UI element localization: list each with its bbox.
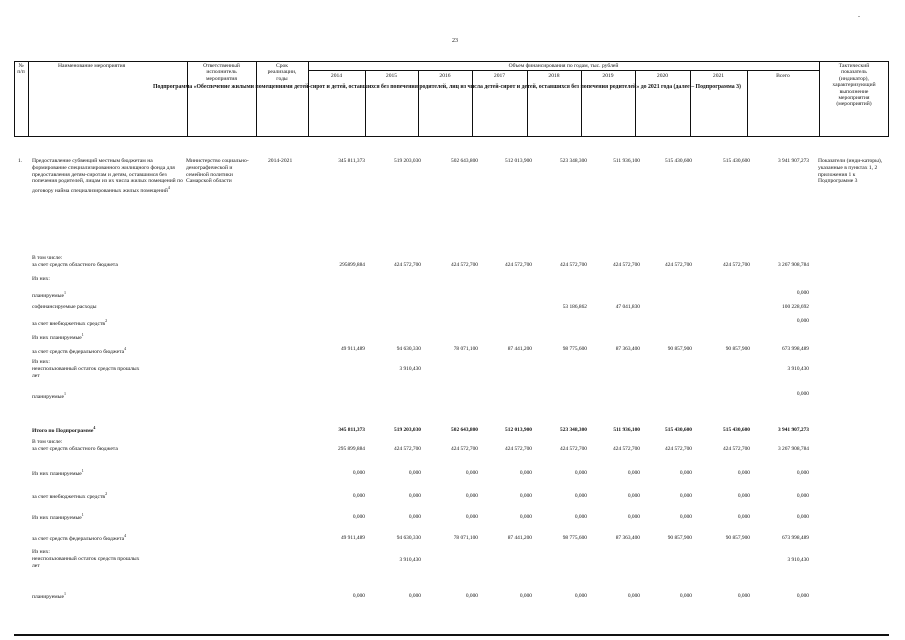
total-breakdown-row-4	[32, 533, 126, 543]
total-breakdown-row-6-value-3: 0,000	[519, 593, 532, 599]
total-breakdown-row-4-value-7: 90 857,900	[725, 535, 750, 541]
breakdown-row-3-text: софинансируемые расходы	[32, 304, 97, 310]
breakdown-row-0-text: В том числе: за счет средств областного бюджета	[32, 255, 118, 268]
total-breakdown-row-2-value-4: 0,000	[574, 493, 587, 499]
row1-value-1: 519 203,030	[394, 158, 421, 164]
total-row-value-1: 519 203,030	[394, 427, 421, 433]
total-breakdown-row-1-value-0: 0,000	[352, 470, 365, 476]
breakdown-row-7	[32, 359, 139, 379]
total-breakdown-row-2-value-7: 0,000	[737, 493, 750, 499]
row1-name	[32, 158, 184, 195]
total-breakdown-row-1	[32, 468, 84, 478]
breakdown-row-2-text: планируемые	[32, 292, 64, 299]
total-breakdown-row-2-value-1: 0,000	[408, 493, 421, 499]
breakdown-row-6-value-3: 87 441,200	[507, 346, 532, 352]
breakdown-row-4	[32, 318, 107, 328]
breakdown-row-4-value-8: 0,000	[796, 318, 809, 324]
total-breakdown-row-5-value-1: 3 910,430	[399, 557, 421, 563]
header-year-0: 2014	[330, 73, 343, 79]
total-breakdown-row-0-value-4: 424 572,700	[560, 446, 587, 452]
total-breakdown-row-2-value-3: 0,000	[519, 493, 532, 499]
header-year-6: 2020	[656, 73, 669, 79]
breakdown-row-2-value-8: 0,000	[796, 290, 809, 296]
total-breakdown-row-0-value-5: 424 572,700	[613, 446, 640, 452]
year-divider	[747, 70, 748, 137]
total-breakdown-row-3-value-8: 0,000	[796, 514, 809, 520]
breakdown-row-6-value-5: 87 363,400	[615, 346, 640, 352]
breakdown-row-6-value-7: 90 857,900	[725, 346, 750, 352]
total-breakdown-row-6-value-8: 0,000	[796, 593, 809, 599]
year-divider	[365, 70, 366, 137]
total-breakdown-row-3	[32, 512, 84, 522]
breakdown-row-6-value-1: 94 630,330	[396, 346, 421, 352]
breakdown-row-6-text: за счет средств федерального бюджета	[32, 348, 125, 355]
total-row-value-7: 515 430,600	[723, 427, 750, 433]
total-breakdown-row-0-value-8: 3 267 908,784	[778, 446, 809, 452]
total-breakdown-row-1-value-4: 0,000	[574, 470, 587, 476]
total-row-value-2: 502 643,800	[451, 427, 478, 433]
total-breakdown-row-3-value-1: 0,000	[408, 514, 421, 520]
total-breakdown-row-6-text: планируемые	[32, 593, 64, 600]
total-breakdown-row-4-text: за счет средств федерального бюджета	[32, 535, 125, 542]
total-breakdown-row-1-value-1: 0,000	[408, 470, 421, 476]
breakdown-row-0-value-4: 424 572,700	[560, 262, 587, 268]
total-breakdown-row-2-value-6: 0,000	[679, 493, 692, 499]
total-breakdown-row-6-value-5: 0,000	[627, 593, 640, 599]
total-breakdown-row-5-text: Из них: неиспользованный остаток средств прошлых лет	[32, 549, 140, 569]
total-breakdown-row-1-sup: 1	[81, 468, 84, 473]
breakdown-row-6-value-4: 98 775,600	[562, 346, 587, 352]
breakdown-row-6-value-0: 49 911,489	[340, 346, 365, 352]
total-breakdown-row-5	[32, 549, 139, 569]
total-breakdown-row-3-value-0: 0,000	[352, 514, 365, 520]
total-breakdown-row-1-text: Из них планируемые	[32, 470, 82, 477]
header-year-3: 2017	[493, 73, 506, 79]
total-breakdown-row-4-sup: 4	[124, 533, 127, 538]
subprogram-title: Подпрограмма «Обеспечение жилыми помещениями детей-сирот и детей, оставшихся без попечения родителей, лиц из числа детей-сирот и детей, оставшихся без попечения родителей» до 2021 года (далее – Подпрограмма 3)	[153, 84, 741, 90]
total-row-value-8: 3 941 907,273	[778, 427, 809, 433]
year-divider	[581, 70, 582, 137]
row1-name-sup: 4	[167, 185, 170, 191]
total-breakdown-row-4-value-2: 78 071,100	[453, 535, 478, 541]
total-breakdown-row-6-value-7: 0,000	[737, 593, 750, 599]
total-breakdown-row-1-value-3: 0,000	[519, 470, 532, 476]
total-breakdown-row-1-value-5: 0,000	[627, 470, 640, 476]
breakdown-row-0-value-1: 424 572,700	[394, 262, 421, 268]
total-breakdown-row-1-value-6: 0,000	[679, 470, 692, 476]
breakdown-row-8-text: планируемые	[32, 393, 64, 400]
header-num: № п/п	[17, 63, 25, 76]
total-breakdown-row-6-value-1: 0,000	[408, 593, 421, 599]
header-year-5: 2019	[602, 73, 614, 79]
total-breakdown-row-2	[32, 491, 107, 501]
breakdown-row-5-sup: 1	[81, 332, 84, 337]
total-breakdown-row-0-value-2: 424 572,700	[451, 446, 478, 452]
row1-executor: Министерство социально-демографической и семейной политики Самарской области	[186, 158, 249, 185]
total-breakdown-row-6-sup: 1	[63, 591, 66, 596]
total-breakdown-row-4-value-6: 90 857,900	[667, 535, 692, 541]
header-year-4: 2018	[548, 73, 560, 79]
total-breakdown-row-2-sup: 2	[105, 491, 108, 496]
year-divider	[690, 70, 691, 137]
row1-num: 1.	[18, 158, 23, 164]
table-bottom-line	[14, 634, 889, 636]
header-term: Срок реализации, годы	[267, 63, 297, 82]
total-breakdown-row-2-value-5: 0,000	[627, 493, 640, 499]
total-breakdown-row-1-value-8: 0,000	[796, 470, 809, 476]
total-breakdown-row-3-value-2: 0,000	[465, 514, 478, 520]
total-breakdown-row-3-value-3: 0,000	[519, 514, 532, 520]
breakdown-row-8-sup: 1	[63, 391, 66, 396]
total-row-value-4: 523 348,300	[560, 427, 587, 433]
total-breakdown-row-4-value-0: 49 911,489	[340, 535, 365, 541]
year-divider	[635, 70, 636, 137]
total-breakdown-row-6	[32, 591, 66, 601]
total-breakdown-row-0-value-7: 424 572,700	[723, 446, 750, 452]
total-row-value-0: 345 811,373	[338, 427, 365, 433]
row1-value-5: 511 936,100	[613, 158, 640, 164]
breakdown-row-7-value-1: 3 910,430	[399, 366, 421, 372]
total-breakdown-row-3-text: Из них планируемые	[32, 514, 82, 521]
row1-value-2: 502 643,800	[451, 158, 478, 164]
row1-indicator: Показатели (инди-каторы), указанные в пунктах 1, 2 приложения 1 к Подпрограмме 3	[818, 158, 883, 185]
total-breakdown-row-4-value-3: 87 441,200	[507, 535, 532, 541]
total-breakdown-row-3-value-7: 0,000	[737, 514, 750, 520]
funding-subheader-line	[308, 70, 819, 71]
page-number: 23	[452, 38, 458, 44]
breakdown-row-6-sup: 4	[124, 346, 127, 351]
header-year-8: Всего	[776, 73, 790, 79]
row1-value-3: 512 013,900	[505, 158, 532, 164]
breakdown-row-3-value-5: 47 041,830	[615, 304, 640, 310]
breakdown-row-1-text: Из них:	[32, 276, 50, 282]
total-breakdown-row-6-value-2: 0,000	[465, 593, 478, 599]
total-breakdown-row-2-text: за счет внебюджетных средств	[32, 493, 106, 500]
header-funding: Объем финансирования по годам, тыс. рублей	[508, 63, 619, 69]
row1-value-0: 345 811,373	[338, 158, 365, 164]
breakdown-row-6-value-8: 673 998,489	[782, 346, 809, 352]
breakdown-row-4-text: за счет внебюджетных средств	[32, 320, 106, 327]
total-breakdown-row-1-value-2: 0,000	[465, 470, 478, 476]
total-breakdown-row-2-value-8: 0,000	[796, 493, 809, 499]
total-breakdown-row-4-value-1: 94 630,330	[396, 535, 421, 541]
breakdown-row-0-value-0: 295899,884	[339, 262, 365, 268]
total-row-value-6: 515 430,600	[665, 427, 692, 433]
breakdown-row-0-value-3: 424 572,700	[505, 262, 532, 268]
breakdown-row-8-value-8: 0,000	[796, 391, 809, 397]
total-breakdown-row-6-value-4: 0,000	[574, 593, 587, 599]
breakdown-row-0-value-7: 424 572,700	[723, 262, 750, 268]
breakdown-row-6	[32, 346, 126, 356]
total-breakdown-row-3-sup: 1	[81, 512, 84, 517]
total-breakdown-row-3-value-4: 0,000	[574, 514, 587, 520]
total-row-sup: 4	[93, 425, 96, 430]
row1-value-6: 515 430,600	[665, 158, 692, 164]
breakdown-row-8	[32, 391, 66, 401]
breakdown-row-0-value-8: 3 267 908,784	[778, 262, 809, 268]
total-breakdown-row-0-value-1: 424 572,700	[394, 446, 421, 452]
year-divider	[418, 70, 419, 137]
total-breakdown-row-0	[32, 439, 118, 453]
breakdown-row-7-text: Из них: неиспользованный остаток средств прошлых лет	[32, 359, 140, 379]
row1-name-text: Предоставление субвенций местным бюджетам на формирование специализированного жилищного фонда для предоставления детям-сиротам и детям, оставшимся без попечения родителей, лицам из их числа жилых помещений по договору найма специализированных жилых помещений	[32, 158, 183, 195]
total-breakdown-row-0-text: В том числе: за счет средств областного бюджета	[32, 439, 118, 452]
breakdown-row-0	[32, 255, 118, 269]
row1-term: 2014-2021	[268, 158, 293, 164]
header-year-1: 2015	[385, 73, 398, 79]
breakdown-row-3	[32, 304, 96, 311]
header-indicator: Тактический показатель (индикатор), характеризующий выполнение мероприятия (мероприятий)	[832, 63, 876, 108]
header-year-7: 2021	[712, 73, 725, 79]
header-executor: Ответственный исполнитель мероприятия	[203, 63, 240, 82]
header-year-2: 2016	[439, 73, 451, 79]
breakdown-row-5-text: Из них планируемые	[32, 334, 82, 341]
header-divider	[28, 61, 29, 137]
breakdown-row-4-sup: 2	[105, 318, 108, 323]
total-breakdown-row-2-value-0: 0,000	[352, 493, 365, 499]
breakdown-row-2	[32, 290, 66, 300]
breakdown-row-5	[32, 332, 84, 342]
total-breakdown-row-4-value-8: 673 998,489	[782, 535, 809, 541]
total-breakdown-row-3-value-5: 0,000	[627, 514, 640, 520]
row1-value-8: 3 941 907,273	[778, 158, 809, 164]
total-breakdown-row-2-value-2: 0,000	[465, 493, 478, 499]
breakdown-row-2-sup: 1	[63, 290, 66, 295]
breakdown-row-0-value-5: 424 572,700	[613, 262, 640, 268]
total-breakdown-row-6-value-6: 0,000	[679, 593, 692, 599]
total-row	[32, 425, 95, 435]
total-breakdown-row-1-value-7: 0,000	[737, 470, 750, 476]
total-row-value-3: 512 013,900	[505, 427, 532, 433]
total-row-text: Итого по Подпрограмме	[32, 427, 94, 434]
breakdown-row-1	[32, 276, 50, 283]
breakdown-row-6-value-6: 90 857,900	[667, 346, 692, 352]
total-breakdown-row-3-value-6: 0,000	[679, 514, 692, 520]
header-name: Наименование мероприятия	[58, 63, 126, 69]
total-breakdown-row-0-value-6: 424 572,700	[665, 446, 692, 452]
total-breakdown-row-4-value-4: 98 775,600	[562, 535, 587, 541]
total-breakdown-row-0-value-3: 424 572,700	[505, 446, 532, 452]
corner-mark: -	[858, 14, 860, 20]
total-breakdown-row-4-value-5: 87 363,400	[615, 535, 640, 541]
year-divider	[527, 70, 528, 137]
total-breakdown-row-6-value-0: 0,000	[352, 593, 365, 599]
breakdown-row-0-value-6: 424 572,700	[665, 262, 692, 268]
breakdown-row-6-value-2: 78 071,100	[453, 346, 478, 352]
row1-value-4: 523 348,300	[560, 158, 587, 164]
total-breakdown-row-0-value-0: 295 899,884	[338, 446, 365, 452]
year-divider	[472, 70, 473, 137]
total-breakdown-row-5-value-8: 3 910,430	[787, 557, 809, 563]
total-row-value-5: 511 936,100	[613, 427, 640, 433]
row1-value-7: 515 430,600	[723, 158, 750, 164]
breakdown-row-7-value-8: 3 910,430	[787, 366, 809, 372]
breakdown-row-0-value-2: 424 572,700	[451, 262, 478, 268]
breakdown-row-3-value-8: 100 228,692	[782, 304, 809, 310]
breakdown-row-3-value-4: 53 186,862	[562, 304, 587, 310]
